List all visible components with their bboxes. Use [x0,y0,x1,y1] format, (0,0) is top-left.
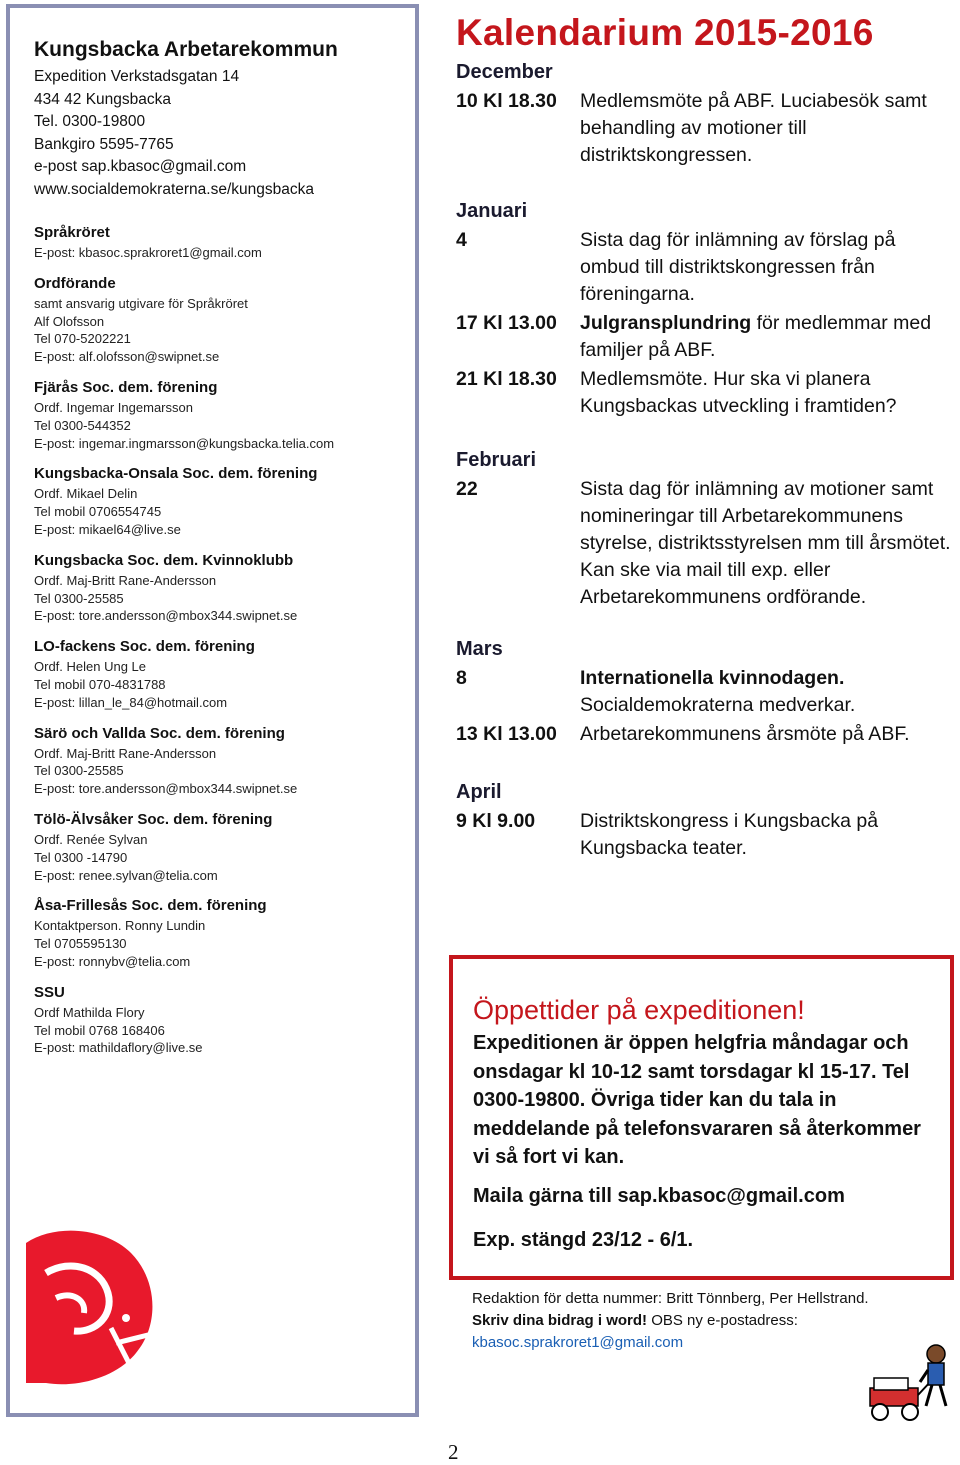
contact-line: Tel mobil 0768 168406 [34,1022,165,1038]
contact-block [34,463,404,538]
editorial-note-bold: Skriv dina bidrag i word! [472,1312,648,1329]
contact-line: E-post: lillan_le_84@hotmail.com [34,694,228,710]
opening-hours-title: Öppettider på expeditionen! [473,995,805,1025]
entry-text [580,476,956,611]
entry-highlight: Internationella kvinnodagen. [580,667,845,689]
contact-line: Tel 0705595130 [34,936,127,952]
editorial-email-link[interactable]: kbasoc.sprakroret1@gmail.com [472,1334,684,1351]
contact-title: Åsa-Frillesås Soc. dem. förening [34,897,267,915]
entry-time: 10 Kl 18.30 [456,90,557,112]
contact-title: Tölö-Älvsåker Soc. dem. förening [34,810,273,828]
contact-line: Ordf Mathilda Flory [34,1004,145,1020]
contact-block [34,895,404,970]
contact-line: Ordf. Mikael Delin [34,486,138,502]
entry-time: 8 [456,667,467,689]
entry-time: 13 Kl 13.00 [456,723,557,745]
contact-title: Språkröret [34,224,110,241]
contact-line: E-post: ronnybv@telia.com [34,953,191,969]
editorial-credits: Redaktion för detta nummer: Britt Tönnberg, Per Hellstrand. [472,1290,869,1307]
entry-text [580,366,956,420]
org-details [34,66,314,201]
month-heading: Mars [456,638,503,660]
contact-line: E-post: mathildaflory@live.se [34,1040,203,1056]
calendar-entry [456,476,956,611]
entry-text [580,808,956,862]
contact-line: Tel mobil 070-4831788 [34,676,166,692]
contact-line: Ordf. Maj-Britt Rane-Andersson [34,572,217,588]
editorial-note [472,1310,869,1332]
contact-line: Alf Olofsson [34,313,105,329]
contact-line: E-post: tore.andersson@mbox344.swipnet.se [34,608,298,624]
contact-line: E-post: mikael64@live.se [34,521,181,537]
contact-title: SSU [34,983,65,1001]
calendar-entry [456,227,956,308]
contact-block [34,550,404,625]
child-with-wagon-illustration [862,1340,957,1425]
contact-title: Ordförande [34,274,116,292]
month-heading: Januari [456,200,528,222]
org-line: Bankgiro 5595-7765 [34,135,174,153]
entry-time: 21 Kl 18.30 [456,368,557,390]
entry-highlight: Julgransplundring [580,312,752,334]
contact-line: samt ansvarig utgivare för Språkröret [34,295,248,311]
contact-line: E-post: renee.sylvan@telia.com [34,867,218,883]
entry-description: Distriktskongress i Kungsbacka på Kungsbacka teater. [580,810,879,859]
calendar-entry [456,366,956,420]
contact-block [34,273,404,366]
contact-line: Kontaktperson. Ronny Lundin [34,918,206,934]
org-title: Kungsbacka Arbetarekommun [34,38,338,61]
contact-line: Tel 0300-25585 [34,763,124,779]
contact-line: E-post: ingemar.ingmarsson@kungsbacka.telia.com [34,435,335,451]
entry-description: Medlemsmöte på ABF. Luciabesök samt behandling av motioner till distriktskongressen. [580,90,927,166]
editorial-note-rest: OBS ny e-postadress: [647,1312,798,1329]
calendar-title: Kalendarium 2015-2016 [456,12,874,53]
entry-time: 17 Kl 13.00 [456,312,557,334]
contact-block [34,723,404,798]
calendar-entry [456,808,956,862]
org-line: Expedition Verkstadsgatan 14 [34,68,240,85]
contact-block [34,982,404,1057]
contact-title: Särö och Vallda Soc. dem. förening [34,724,285,742]
org-line: www.socialdemokraterna.se/kungsbacka [34,180,314,198]
entry-time: 9 Kl 9.00 [456,810,536,832]
editorial-footer [472,1288,869,1354]
contact-list [34,222,404,1068]
contact-line: E-post: alf.olofsson@swipnet.se [34,349,220,365]
contact-line: Ordf. Helen Ung Le [34,659,147,675]
calendar [456,58,956,862]
org-line: 434 42 Kungsbacka [34,90,172,108]
entry-text [580,665,956,719]
contact-block [34,222,404,262]
month-heading: April [456,781,502,803]
contact-line: Tel mobil 0706554745 [34,504,162,520]
contact-title: LO-fackens Soc. dem. förening [34,638,255,656]
social-democrat-rose-logo [16,1223,166,1403]
entry-time: 22 [456,478,478,500]
contact-line: Tel 070-5202221 [34,331,131,347]
calendar-entry [456,665,956,719]
opening-hours-text: Expeditionen är öppen helgfria måndagar och onsdagar kl 10-12 samt torsdagar kl 15-17. Tel 0300-19800. Övriga tider kan du tala in meddelande på telefonsvararen så återkommer vi så fort vi kan. [473,1032,921,1168]
entry-description: Medlemsmöte. Hur ska vi planera Kungsbackas utveckling i framtiden? [580,368,897,417]
entry-text [580,227,956,308]
entry-text [580,721,956,748]
entry-description: Sista dag för inlämning av förslag på ombud till distriktskongressen från föreningarna. [580,229,896,305]
entry-time: 4 [456,229,467,251]
calendar-entry [456,310,956,364]
org-line: Tel. 0300-19800 [34,113,146,130]
contact-title: Kungsbacka-Onsala Soc. dem. förening [34,465,318,483]
org-line: e-post sap.kbasoc@gmail.com [34,158,247,175]
contact-block [34,636,404,711]
entry-description: för medlemmar med familjer på ABF. [580,312,932,361]
contact-panel [6,4,419,1417]
opening-hours-closed: Exp. stängd 23/12 - 6/1. [473,1229,694,1251]
contact-block [34,809,404,884]
contact-line: Tel 0300 -14790 [34,849,128,865]
contact-line: E-post: kbasoc.sprakroret1@gmail.com [34,245,262,260]
entry-text [580,88,956,169]
month-heading: December [456,61,553,83]
entry-text [580,310,956,364]
opening-hours-mail: Maila gärna till sap.kbasoc@gmail.com [473,1185,845,1207]
contact-line: E-post: tore.andersson@mbox344.swipnet.se [34,781,298,797]
contact-line: Ordf. Ingemar Ingemarsson [34,399,193,415]
contact-line: Tel 0300-544352 [34,417,131,433]
entry-description: Arbetarekommunens årsmöte på ABF. [580,723,910,745]
calendar-entry [456,88,956,169]
month-heading: Februari [456,449,537,471]
entry-description: Socialdemokraterna medverkar. [580,694,856,716]
calendar-entry [456,721,956,748]
contact-block [34,377,404,452]
contact-title: Fjärås Soc. dem. förening [34,378,218,396]
contact-line: Tel 0300-25585 [34,590,124,606]
contact-line: Ordf. Maj-Britt Rane-Andersson [34,745,217,761]
page-number: 2 [448,1440,459,1464]
entry-description: Sista dag för inlämning av motioner samt nomineringar till Arbetarekommunens styrelse, distriktsstyrelsen mm till årsmötet. Kan ske via mail till exp. eller Arbetarekommunens ordförande. [580,478,951,608]
opening-hours-box [449,955,954,1280]
contact-title: Kungsbacka Soc. dem. Kvinnoklubb [34,551,294,569]
contact-line: Ordf. Renée Sylvan [34,831,148,847]
